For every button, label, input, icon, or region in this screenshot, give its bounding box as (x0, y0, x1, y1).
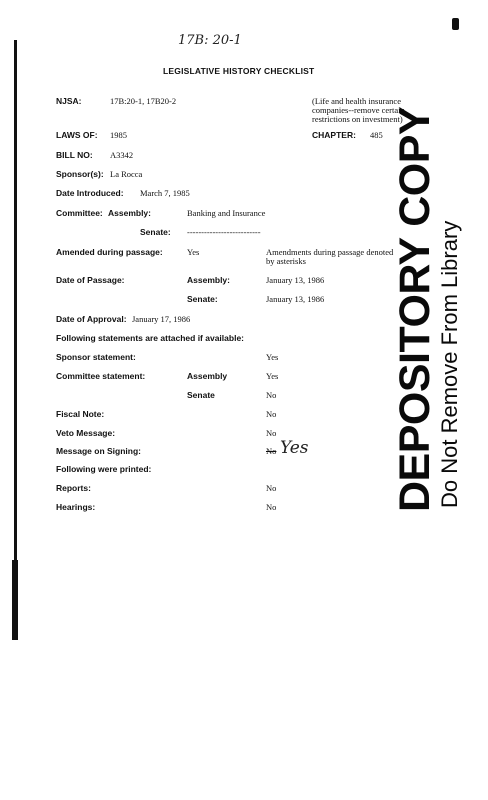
printed-header: Following were printed: (56, 464, 152, 474)
veto-message-value: No (266, 428, 277, 438)
laws-of-value: 1985 (110, 130, 127, 140)
reports-value: No (266, 483, 277, 493)
description-line: (Life and health insurance (312, 96, 401, 106)
sponsor-statement-label: Sponsor statement: (56, 352, 136, 362)
date-introduced-label: Date Introduced: (56, 188, 124, 198)
bill-no-value: A3342 (110, 150, 134, 160)
do-not-remove-stamp: Do Not Remove From Library (437, 220, 462, 508)
committee-statement-assembly-value: Yes (266, 371, 279, 381)
committee-assembly-label: Assembly: (108, 208, 151, 218)
sponsors-label: Sponsor(s): (56, 169, 104, 179)
sponsors-value: La Rocca (110, 169, 143, 179)
fiscal-note-value: No (266, 409, 277, 419)
veto-message-label: Veto Message: (56, 428, 116, 438)
committee-label: Committee: (56, 208, 103, 218)
description-line: companies--remove certain (312, 105, 405, 115)
njsa-label: NJSA: (56, 96, 82, 106)
handwritten-reference: 17B: 20-1 (178, 33, 242, 48)
amended-note: by asterisks (266, 256, 306, 266)
binding-edge (14, 40, 17, 640)
passage-assembly-label: Assembly: (187, 275, 230, 285)
page-title: LEGISLATIVE HISTORY CHECKLIST (163, 66, 315, 76)
statements-header: Following statements are attached if available: (56, 333, 244, 343)
amended-value: Yes (187, 247, 200, 257)
laws-of-label: LAWS OF: (56, 130, 98, 140)
committee-statement-assembly-label: Assembly (187, 371, 228, 381)
njsa-value: 17B:20-1, 17B20-2 (110, 96, 177, 106)
description-line: restrictions on investment) (312, 114, 403, 124)
chapter-label: CHAPTER: (312, 130, 356, 140)
amended-label: Amended during passage: (56, 247, 163, 257)
hearings-value: No (266, 502, 277, 512)
reports-label: Reports: (56, 483, 91, 493)
passage-senate-label: Senate: (187, 294, 218, 304)
message-on-signing-struck-value: No (266, 446, 277, 456)
bill-no-label: BILL NO: (56, 150, 93, 160)
message-on-signing-label: Message on Signing: (56, 446, 142, 456)
committee-statement-label: Committee statement: (56, 371, 146, 381)
committee-assembly-value: Banking and Insurance (187, 208, 266, 218)
date-of-passage-label: Date of Passage: (56, 275, 125, 285)
date-introduced-value: March 7, 1985 (140, 188, 190, 198)
amended-note: Amendments during passage denoted (266, 247, 394, 257)
corner-mark (452, 18, 459, 30)
hearings-label: Hearings: (56, 502, 96, 512)
chapter-value: 485 (370, 130, 383, 140)
committee-statement-senate-value: No (266, 390, 277, 400)
passage-senate-value: January 13, 1986 (266, 294, 325, 304)
message-on-signing-handwritten-value: Yes (280, 438, 309, 458)
committee-senate-label: Senate: (140, 227, 171, 237)
committee-statement-senate-label: Senate (187, 390, 215, 400)
date-of-approval-label: Date of Approval: (56, 314, 127, 324)
fiscal-note-label: Fiscal Note: (56, 409, 105, 419)
depository-copy-stamp: DEPOSITORY COPY (391, 106, 439, 512)
committee-senate-value: -------------------------- (187, 227, 261, 237)
sponsor-statement-value: Yes (266, 352, 279, 362)
binding-clip (12, 560, 18, 640)
passage-assembly-value: January 13, 1986 (266, 275, 325, 285)
date-of-approval-value: January 17, 1986 (132, 314, 191, 324)
